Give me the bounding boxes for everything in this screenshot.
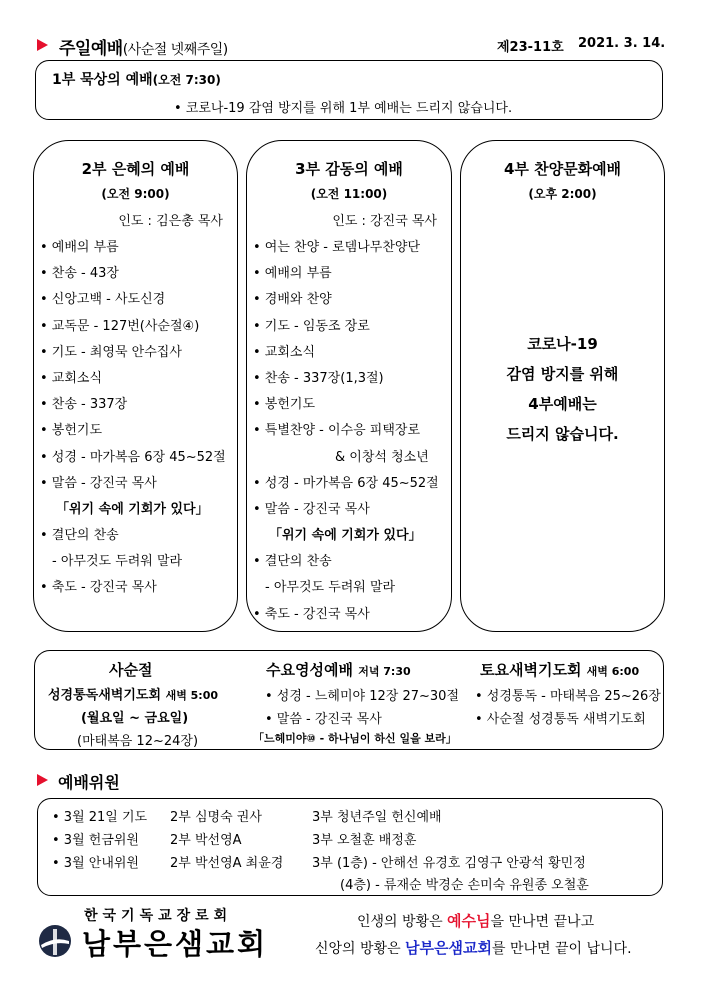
service3-title: 3부 감동의 예배 <box>295 160 403 178</box>
list-item: • 결단의 찬송 <box>253 554 332 570</box>
list-item: • 여는 찬양 - 로뎀나무찬양단 <box>253 240 421 255</box>
motto-text: 를 만나면 끝이 납니다. <box>492 941 632 957</box>
list-item: • 기도 - 임동조 장로 <box>253 318 370 334</box>
list-item: • 봉헌기도 <box>253 397 316 413</box>
wednesday-title <box>266 659 411 680</box>
list-item: & 이창석 청소년 <box>335 449 429 465</box>
committee-service3: (4층) - 류재순 박경순 손미숙 유원종 오철훈 <box>340 878 589 893</box>
committee-title: 예배위원 <box>58 773 120 792</box>
header-marker-icon <box>37 39 48 51</box>
church-logo-icon <box>38 924 72 958</box>
list-item: • 특별찬양 - 이수응 피택장로 <box>253 423 421 439</box>
service2-box <box>33 140 238 632</box>
midweek-box <box>34 650 664 750</box>
list-item: • 성경 - 마가복음 6장 45~52절 <box>40 449 226 465</box>
committee-service3: 3부 오철훈 배정훈 <box>312 833 417 848</box>
lent-prayer <box>48 684 218 703</box>
saturday-item: • 성경통독 - 마태복음 25~26장 <box>475 689 661 704</box>
service2-order <box>40 239 226 606</box>
message-line: 감염 방지를 위해 <box>506 365 619 383</box>
list-item: • 교회소식 <box>253 344 316 360</box>
worship-subtitle: (사순절 넷째주일) <box>122 42 228 58</box>
saturday-time: 새벽 6:00 <box>586 665 640 678</box>
service3-box <box>246 140 452 632</box>
committee-service3: 3부 (1층) - 안해선 유경호 김영구 안광석 황민정 <box>312 856 586 871</box>
issue-number: 제23-11호 <box>497 40 564 55</box>
committee-label: • 3월 21일 기도 <box>52 810 148 825</box>
wednesday-item: • 말씀 - 강진국 목사 <box>265 712 382 727</box>
message-line: 코로나-19 <box>527 335 598 353</box>
committee-service2: 2부 박선영A 최윤경 <box>170 856 284 871</box>
saturday-title-text: 토요새벽기도회 <box>480 661 582 679</box>
worship-title: 주일예배 <box>59 39 123 59</box>
wednesday-item: • 성경 - 느헤미야 12장 27~30절 <box>265 689 460 704</box>
service1-title <box>52 69 221 89</box>
motto-highlight: 남부은샘교회 <box>405 939 492 957</box>
saturday-title <box>480 659 639 680</box>
service1-note: • 코로나-19 감염 방지를 위해 1부 예배는 드리지 않습니다. <box>174 101 513 116</box>
sermon-title: 「위기 속에 기회가 있다」 <box>56 501 209 517</box>
lent-title: 사순절 <box>109 661 153 679</box>
lent-days: (월요일 ~ 금요일) <box>81 711 189 726</box>
committee-service3: 3부 청년주일 헌신예배 <box>312 810 442 825</box>
lent-prayer-name: 성경통독새벽기도회 <box>48 688 162 703</box>
bulletin-title <box>59 34 228 59</box>
list-item: • 예배의 부름 <box>40 240 119 255</box>
committee-box <box>37 798 663 896</box>
motto-text: 인생의 방황은 <box>357 914 448 930</box>
service3-time: (오전 11:00) <box>310 187 388 201</box>
lent-prayer-time: 새벽 5:00 <box>165 689 219 702</box>
lent-range: (마태복음 12~24장) <box>77 734 199 749</box>
service2-title: 2부 은혜의 예배 <box>81 160 190 178</box>
committee-label: • 3월 헌금위원 <box>52 833 139 848</box>
list-item: • 경배와 찬양 <box>253 292 332 308</box>
service4-title: 4부 찬양문화예배 <box>503 160 622 178</box>
section-marker-icon <box>37 774 48 786</box>
list-item: • 축도 - 강진국 목사 <box>40 580 157 596</box>
wednesday-title-text: 수요영성예배 <box>266 661 353 679</box>
wednesday-time: 저녁 7:30 <box>358 665 411 678</box>
motto-text: 신앙의 방황은 <box>315 941 406 957</box>
motto-highlight: 예수님 <box>447 912 491 930</box>
list-item: - 아무것도 두려워 말라 <box>265 580 396 596</box>
list-item: • 축도 - 강진국 목사 <box>253 606 370 622</box>
service2-time: (오전 9:00) <box>101 187 170 201</box>
motto-text: 을 만나면 끝나고 <box>490 914 595 930</box>
list-item: • 찬송 - 337장(1,3절) <box>253 370 384 386</box>
service1-box <box>35 60 663 120</box>
list-item: • 말씀 - 강진국 목사 <box>253 501 370 517</box>
list-item: • 기도 - 최영묵 안수집사 <box>40 344 182 360</box>
denomination-name: 한국기독교장로회 <box>84 908 233 924</box>
service4-box <box>460 140 665 632</box>
list-item: • 교회소식 <box>40 370 103 386</box>
motto-line-2 <box>315 937 632 958</box>
list-item: • 찬송 - 43장 <box>40 266 119 282</box>
list-item: • 신앙고백 - 사도신경 <box>40 292 166 308</box>
saturday-item: • 사순절 성경통독 새벽기도회 <box>475 712 646 727</box>
church-name: 남부은샘교회 <box>82 927 269 961</box>
committee-service2: 2부 심명숙 권사 <box>170 810 262 825</box>
committee-service2: 2부 박선영A <box>170 833 242 848</box>
list-item: • 교독문 - 127번(사순절④) <box>40 318 200 334</box>
list-item: • 예배의 부름 <box>253 266 332 282</box>
list-item: • 찬송 - 337장 <box>40 397 128 413</box>
committee-label: • 3월 안내위원 <box>52 856 139 871</box>
list-item: • 봉헌기도 <box>40 423 103 439</box>
list-item: • 말씀 - 강진국 목사 <box>40 475 157 491</box>
service2-leader: 인도 : 김은총 목사 <box>118 214 223 229</box>
service1-time: (오전 7:30) <box>152 73 221 87</box>
list-item: - 아무것도 두려워 말라 <box>52 554 183 570</box>
list-item: • 성경 - 마가복음 6장 45~52절 <box>253 475 439 491</box>
service1-title-text: 1부 묵상의 예배 <box>52 72 153 88</box>
list-item: • 결단의 찬송 <box>40 528 119 544</box>
message-line: 4부예배는 <box>528 395 597 413</box>
service3-leader: 인도 : 강진국 목사 <box>332 214 437 229</box>
service3-order <box>253 239 439 632</box>
service4-message <box>461 329 664 449</box>
motto-line-1 <box>357 910 594 931</box>
sermon-title: 「위기 속에 기회가 있다」 <box>269 528 422 544</box>
service4-time: (오후 2:00) <box>528 187 597 201</box>
wednesday-sermon: 「느헤미야⑩ - 하나님이 하신 일을 보라」 <box>253 732 457 745</box>
bulletin-date: 2021. 3. 14. <box>578 36 666 51</box>
message-line: 드리지 않습니다. <box>506 425 619 443</box>
